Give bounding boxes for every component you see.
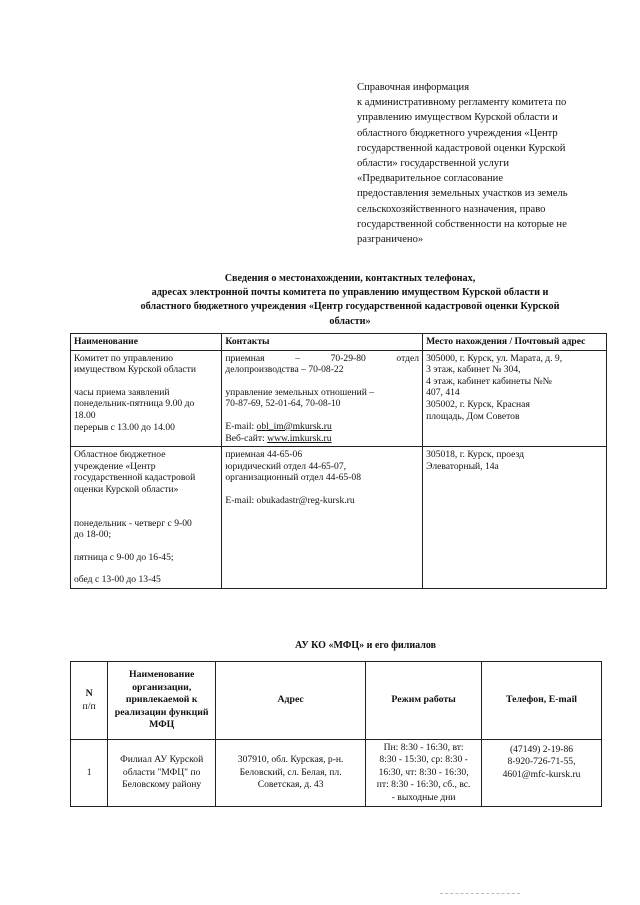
header-organization-line: привлекаемой к	[125, 694, 198, 706]
institution-name-line: Областное бюджетное	[74, 449, 166, 461]
section-title-line: адресах электронной почты комитета по управлению имуществом Курской области и	[151, 287, 549, 299]
header-organization-line: реализации функций	[114, 706, 209, 718]
institution-email[interactable]: E-mail: obukadastr@reg-kursk.ru	[225, 494, 355, 506]
branch-mode-cell	[366, 740, 482, 807]
reference-line: государственной собственности на которые не	[357, 218, 567, 230]
table-header-row	[71, 334, 607, 351]
reference-line: управлению имуществом Курской области и	[357, 112, 558, 124]
address-line: Элеваторный, 14а	[426, 460, 499, 472]
institution-address-cell	[423, 447, 607, 589]
section-title-line: областного бюджетного учреждения «Центр государственной кадастровой оценки Курской	[140, 301, 560, 313]
table-row	[71, 740, 602, 807]
header-organization-line: организации,	[132, 681, 192, 693]
reference-line: области» государственной услуги	[357, 158, 510, 170]
branch-address-cell	[216, 740, 366, 807]
committee-address-cell	[423, 350, 607, 447]
branch-email[interactable]: 4601@mfc-kursk.ru	[502, 768, 581, 780]
address-line: 305002, г. Курск, Красная	[426, 398, 530, 410]
header-number	[71, 662, 108, 740]
page-edge-mark	[440, 893, 520, 896]
email-label: E-mail:	[225, 420, 257, 432]
friday-hours-line: пятница с 9-00 до 16-45;	[74, 551, 174, 563]
land-relations-phones: 70-87-69, 52-01-64, 70-08-10	[225, 398, 341, 410]
table-row	[71, 447, 607, 589]
address-line: 3 этаж, кабинет № 304,	[426, 364, 521, 376]
header-organization-line: МФЦ	[149, 719, 175, 731]
table-header-row	[71, 662, 602, 740]
address-line: 407, 414	[426, 387, 460, 399]
reception-dash: –	[295, 352, 300, 364]
branch-address-line: Беловский, сл. Белая, пл.	[239, 766, 342, 778]
reference-line: разграничено»	[357, 234, 424, 246]
hours-line: до 18-00;	[74, 529, 112, 541]
reference-line: к административному регламенту комитета по	[357, 97, 567, 109]
hours-line: понедельник-пятница 9.00 до	[74, 398, 195, 410]
mfc-title: АУ КО «МФЦ» и его филиалов	[295, 640, 437, 651]
institution-name-line: государственной кадастровой	[74, 472, 196, 484]
contacts-table	[70, 333, 607, 589]
institution-name-cell	[71, 447, 222, 589]
branch-mode-line: 8:30 - 15:30, ср: 8:30 -	[379, 754, 468, 766]
header-phone-email: Телефон, E-mail	[482, 662, 602, 740]
branch-mobile: 8-920-726-71-55,	[507, 756, 576, 768]
address-line: площадь, Дом Советов	[426, 410, 520, 422]
reference-line: государственной кадастровой оценки Курской	[357, 142, 566, 154]
website-line	[225, 433, 419, 445]
section-title-line: области»	[329, 315, 371, 327]
email-line	[225, 421, 419, 433]
reception-line	[225, 353, 419, 365]
header-organization	[108, 662, 216, 740]
header-address: Адрес	[216, 662, 366, 740]
break-line: перерыв с 13.00 до 14.00	[74, 421, 175, 433]
header-name: Наименование	[71, 334, 222, 351]
section-title-line: Сведения о местонахождении, контактных телефонах,	[224, 273, 476, 284]
table-row	[71, 350, 607, 447]
header-location: Место нахождения / Почтовый адрес	[423, 334, 607, 351]
contact-line: приемная 44-65-06	[225, 449, 303, 461]
branch-name-line: Филиал АУ Курской	[120, 754, 204, 766]
header-work-mode: Режим работы	[366, 662, 482, 740]
institution-name-line: оценки Курской области»	[74, 483, 179, 495]
branch-phone-cell	[482, 740, 602, 807]
header-organization-line: Наименование	[129, 669, 195, 681]
reference-line: сельскохозяйственного назначения, право	[357, 203, 546, 215]
contact-line: организационный отдел 44-65-08	[225, 472, 362, 484]
committee-name-line: Комитет по управлению	[74, 352, 173, 364]
header-number-line: п/п	[82, 700, 96, 712]
mfc-table	[70, 661, 602, 807]
website-label: Веб-сайт:	[225, 432, 268, 444]
address-line: 305000, г. Курск, ул. Марата, д. 9,	[426, 352, 563, 364]
branch-address-line: 307910, обл. Курская, р-н.	[237, 754, 344, 766]
email-link[interactable]: obl_im@mkursk.ru	[256, 420, 332, 432]
address-line: 4 этаж, кабинет кабинеты №№	[426, 375, 552, 387]
reference-line: Справочная информация	[357, 82, 470, 93]
header-number-line: N	[85, 688, 93, 700]
reception-tail: отдел	[396, 352, 420, 364]
branch-mode-line: пт: 8:30 - 16:30, сб., вс.	[376, 779, 471, 791]
branch-mode-line: - выходные дни	[391, 791, 456, 803]
hours-line: часы приема заявлений	[74, 386, 170, 398]
committee-name-cell	[71, 350, 222, 447]
row-number: 1	[71, 740, 108, 807]
committee-name-line: имуществом Курской области	[74, 364, 196, 376]
reception-phone: 70-29-80	[330, 352, 366, 364]
hours-line: понедельник - четверг с 9-00	[74, 517, 192, 529]
branch-phone: (47149) 2-19-86	[509, 744, 574, 755]
section-title	[60, 272, 640, 329]
reference-line: областного бюджетного учреждения «Центр	[357, 127, 558, 139]
branch-name-line: Беловскому району	[122, 779, 202, 791]
address-line: 305018, г. Курск, проезд	[426, 449, 525, 461]
office-phone-line: делопроизводства – 70-08-22	[225, 364, 344, 376]
contact-line: юридический отдел 44-65-07,	[225, 460, 347, 472]
branch-mode-line: 16:30, чт: 8:30 - 16:30,	[378, 766, 469, 778]
website-link[interactable]: www.imkursk.ru	[267, 432, 332, 444]
branch-name-line: области "МФЦ" по	[122, 766, 201, 778]
institution-contacts-cell	[222, 447, 423, 589]
lunch-line: обед с 13-00 до 13-45	[74, 574, 161, 586]
branch-mode-line: Пн: 8:30 - 16:30, вт:	[383, 742, 464, 753]
reference-note	[357, 80, 607, 247]
reference-line: предоставления земельных участков из земель	[357, 188, 568, 200]
committee-contacts-cell	[222, 350, 423, 447]
branch-address-line: Советская, д. 43	[257, 779, 324, 791]
institution-name-line: учреждение «Центр	[74, 460, 156, 472]
hours-line: 18.00	[74, 409, 96, 421]
reception-label: приемная	[225, 352, 265, 364]
branch-name-cell	[108, 740, 216, 807]
land-relations-line: управление земельных отношений –	[225, 386, 375, 398]
header-contacts: Контакты	[222, 334, 423, 351]
reference-line: «Предварительное согласование	[357, 173, 504, 185]
